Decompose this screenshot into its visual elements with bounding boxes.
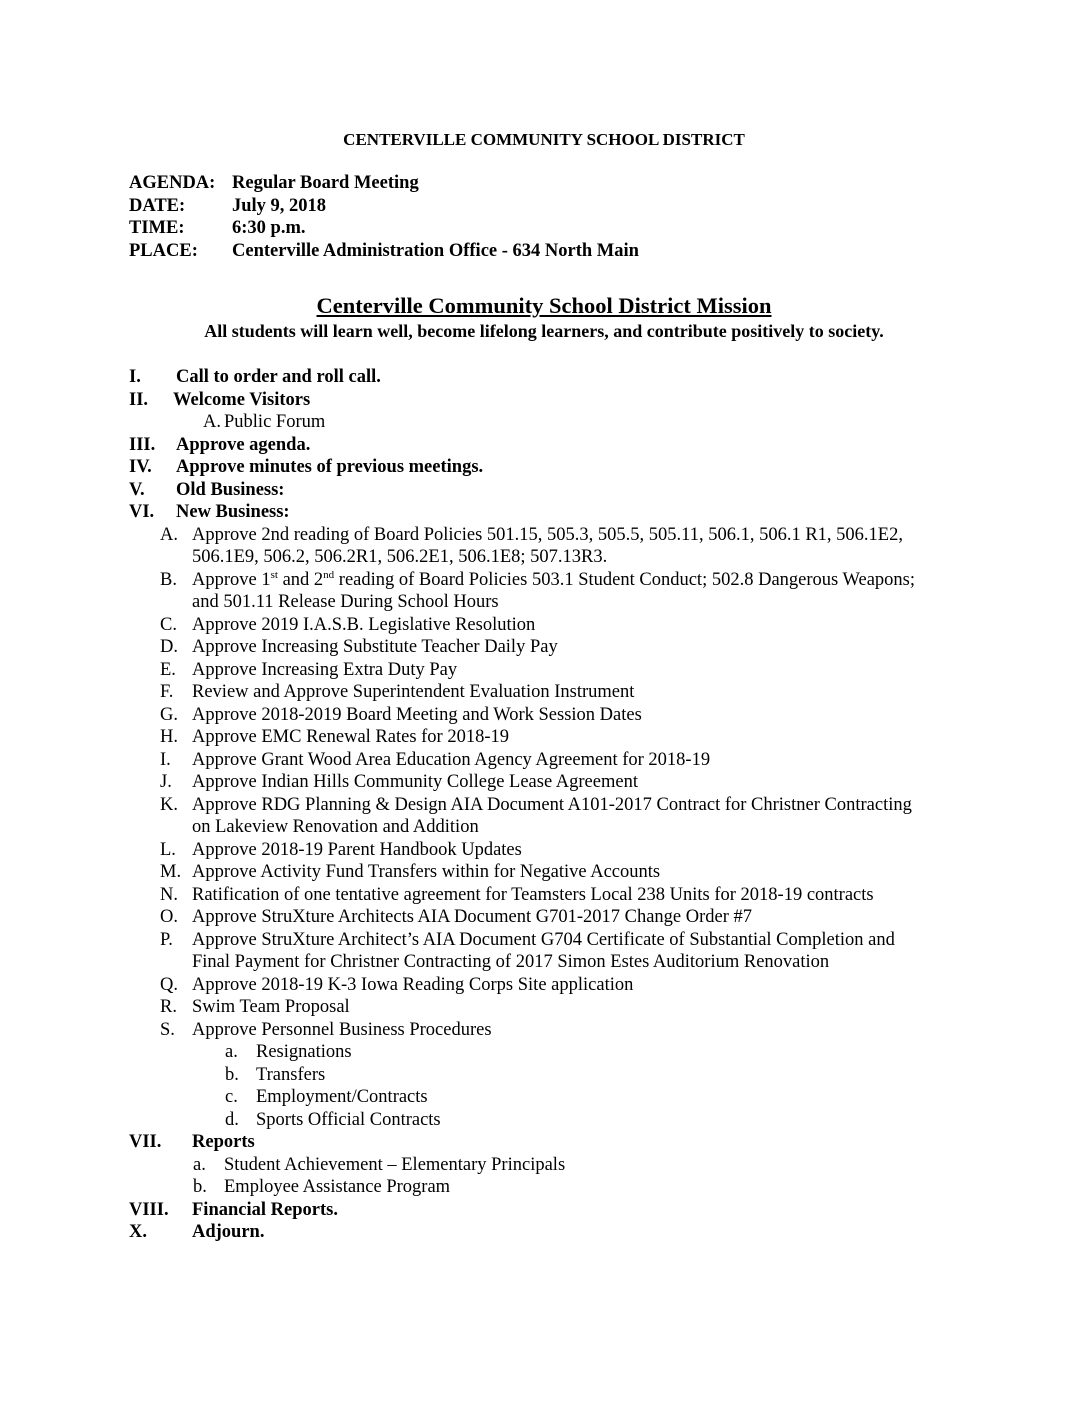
item-text: Approve StruXture Architects AIA Document G701-2017 Change Order #7 <box>192 907 753 927</box>
item-text: Approve 2nd reading of Board Policies 501.15, 505.3, 505.5, 505.11, 506.1, 506.1 R1, 506.1E2, <box>192 525 903 545</box>
section-title: Approve minutes of previous meetings. <box>176 457 484 477</box>
place-value: Centerville Administration Office - 634 North Main <box>232 241 639 261</box>
item-text: Approve 2018-2019 Board Meeting and Work Session Dates <box>192 705 642 725</box>
item-letter: Q. <box>160 975 178 995</box>
item-text: Approve StruXture Architect’s AIA Document G704 Certificate of Substantial Completion and <box>192 930 895 950</box>
time-value: 6:30 p.m. <box>232 218 306 238</box>
item-text: Student Achievement – Elementary Principals <box>224 1155 566 1175</box>
item-text: Employee Assistance Program <box>224 1177 451 1197</box>
section-number: I. <box>129 367 141 387</box>
item-text: Approve Increasing Substitute Teacher Daily Pay <box>192 637 558 657</box>
item-text: Approve Grant Wood Area Education Agency Agreement for 2018-19 <box>192 750 711 770</box>
item-text: Approve 2018-19 Parent Handbook Updates <box>192 840 522 860</box>
item-text-continued: Final Payment for Christner Contracting of 2017 Simon Estes Auditorium Renovation <box>192 952 830 972</box>
item-letter: D. <box>160 637 178 657</box>
item-letter: J. <box>160 772 172 792</box>
subitem-letter: c. <box>225 1087 238 1107</box>
item-text: Approve 1st and 2nd reading of Board Policies 503.1 Student Conduct; 502.8 Dangerous Weapons; <box>192 568 916 590</box>
date-label: DATE: <box>129 196 186 216</box>
section-title: Approve agenda. <box>176 435 311 455</box>
section-number: III. <box>129 435 156 455</box>
item-letter: I. <box>160 750 171 770</box>
item-letter: b. <box>193 1177 207 1197</box>
item-text-continued: on Lakeview Renovation and Addition <box>192 817 479 837</box>
time-label: TIME: <box>129 218 185 238</box>
item-text: Approve 2018-19 K-3 Iowa Reading Corps Site application <box>192 975 634 995</box>
item-text: Approve Indian Hills Community College Lease Agreement <box>192 772 638 792</box>
item-text: Approve Personnel Business Procedures <box>192 1020 492 1040</box>
item-text: Public Forum <box>224 412 326 432</box>
section-title: Financial Reports. <box>192 1200 338 1220</box>
subitem-text: Sports Official Contracts <box>256 1110 441 1130</box>
item-letter: R. <box>160 997 177 1017</box>
section-title: Adjourn. <box>192 1222 265 1242</box>
item-letter: L. <box>160 840 176 860</box>
section-number: IV. <box>129 457 152 477</box>
item-text-continued: 506.1E9, 506.2, 506.2R1, 506.2E1, 506.1E8; 507.13R3. <box>192 547 608 567</box>
section-number: VI. <box>129 502 155 522</box>
item-letter: G. <box>160 705 178 725</box>
subitem-letter: b. <box>225 1065 239 1085</box>
section-title: New Business: <box>176 502 290 522</box>
item-text: Ratification of one tentative agreement for Teamsters Local 238 Units for 2018-19 contracts <box>192 885 874 905</box>
district-heading: CENTERVILLE COMMUNITY SCHOOL DISTRICT <box>343 130 745 149</box>
item-letter: B. <box>160 570 177 590</box>
item-letter: K. <box>160 795 178 815</box>
item-letter: N. <box>160 885 178 905</box>
section-title: Old Business: <box>176 480 285 500</box>
agenda-label: AGENDA: <box>129 173 216 193</box>
item-text-continued: and 501.11 Release During School Hours <box>192 592 499 612</box>
agenda-value: Regular Board Meeting <box>232 173 419 193</box>
subitem-letter: a. <box>225 1042 238 1062</box>
item-text: Approve RDG Planning & Design AIA Document A101-2017 Contract for Christner Contracting <box>192 795 912 815</box>
place-label: PLACE: <box>129 241 198 261</box>
item-letter: F. <box>160 682 174 702</box>
date-value: July 9, 2018 <box>232 196 327 216</box>
item-text: Swim Team Proposal <box>192 997 350 1017</box>
section-number: VII. <box>129 1132 162 1152</box>
mission-statement: All students will learn well, become lifelong learners, and contribute positively to society. <box>204 321 884 341</box>
section-number: V. <box>129 480 145 500</box>
item-letter: P. <box>160 930 173 950</box>
section-number: II. <box>129 390 149 410</box>
item-letter: a. <box>193 1155 206 1175</box>
item-letter: H. <box>160 727 178 747</box>
item-letter: S. <box>160 1020 175 1040</box>
item-text: Approve 2019 I.A.S.B. Legislative Resolution <box>192 615 536 635</box>
item-text: Review and Approve Superintendent Evaluation Instrument <box>192 682 635 702</box>
subitem-letter: d. <box>225 1110 239 1130</box>
item-letter: O. <box>160 907 178 927</box>
item-letter: M. <box>160 862 182 882</box>
mission-title: Centerville Community School District Mission <box>316 293 772 318</box>
subitem-text: Employment/Contracts <box>256 1087 428 1107</box>
item-text: Approve EMC Renewal Rates for 2018-19 <box>192 727 510 747</box>
item-text: Approve Activity Fund Transfers within for Negative Accounts <box>192 862 661 882</box>
section-number: X. <box>129 1222 147 1242</box>
section-title: Welcome Visitors <box>173 390 311 410</box>
section-number: VIII. <box>129 1200 169 1220</box>
section-title: Call to order and roll call. <box>176 367 381 387</box>
item-letter: A. <box>203 412 221 432</box>
subitem-text: Resignations <box>256 1042 352 1062</box>
item-letter: E. <box>160 660 176 680</box>
item-letter: A. <box>160 525 178 545</box>
item-text: Approve Increasing Extra Duty Pay <box>192 660 458 680</box>
item-letter: C. <box>160 615 177 635</box>
subitem-text: Transfers <box>256 1065 326 1085</box>
section-title: Reports <box>192 1132 255 1152</box>
